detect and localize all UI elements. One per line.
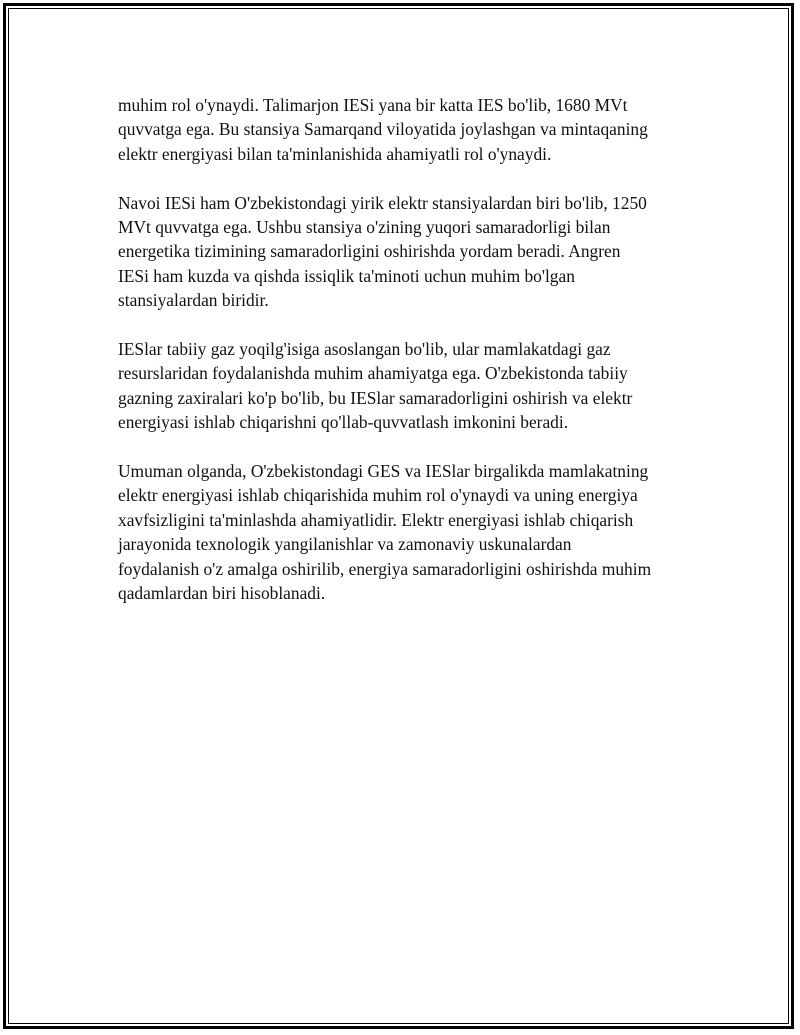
paragraph-1: muhim rol o'ynaydi. Talimarjon IESi yana bir katta IES bo'lib, 1680 MVt quvvatga ega. Bu stansiya Samarqand viloyatida joylashgan va mintaqaning elektr energiyasi bilan ta'minlanishida ahamiyatli rol o'ynaydi.	[118, 95, 648, 164]
paragraph-4: Umuman olganda, O'zbekistondagi GES va IESlar birgalikda mamlakatning elektr energiyasi ishlab chiqarishida muhim rol o'ynaydi va uning energiya xavfsizligini ta'minlashda ahamiyatlidir. Elektr energiyasi ishlab chiqarish jarayonida texnologik yangilanishlar va zamonaviy uskunalardan foydalanish o'z amalga oshirilib, energiya samaradorligini oshirishda muhim qadamlardan biri hisoblanadi.	[118, 461, 652, 604]
document-body	[118, 93, 693, 630]
paragraph-2: Navoi IESi ham O'zbekistondagi yirik elektr stansiyalardan biri bo'lib, 1250 MVt quvvatga ega. Ushbu stansiya o'zining yuqori samaradorligi bilan energetika tizimining samaradorligini oshirishda yordam beradi. Angren IESi ham kuzda va qishda issiqlik ta'minoti uchun muhim bo'lgan stansiyalardan biridir.	[118, 192, 647, 311]
paragraph-3: IESlar tabiiy gaz yoqilg'isiga asoslangan bo'lib, ular mamlakatdagi gaz resurslaridan foydalanishda muhim ahamiyatga ega. O'zbekistonda tabiiy gazning zaxiralari ko'p bo'lib, bu IESlar samaradorligini oshirish va elektr energiyasi ishlab chiqarishni qo'llab-quvvatlash imkonini beradi.	[118, 339, 633, 433]
